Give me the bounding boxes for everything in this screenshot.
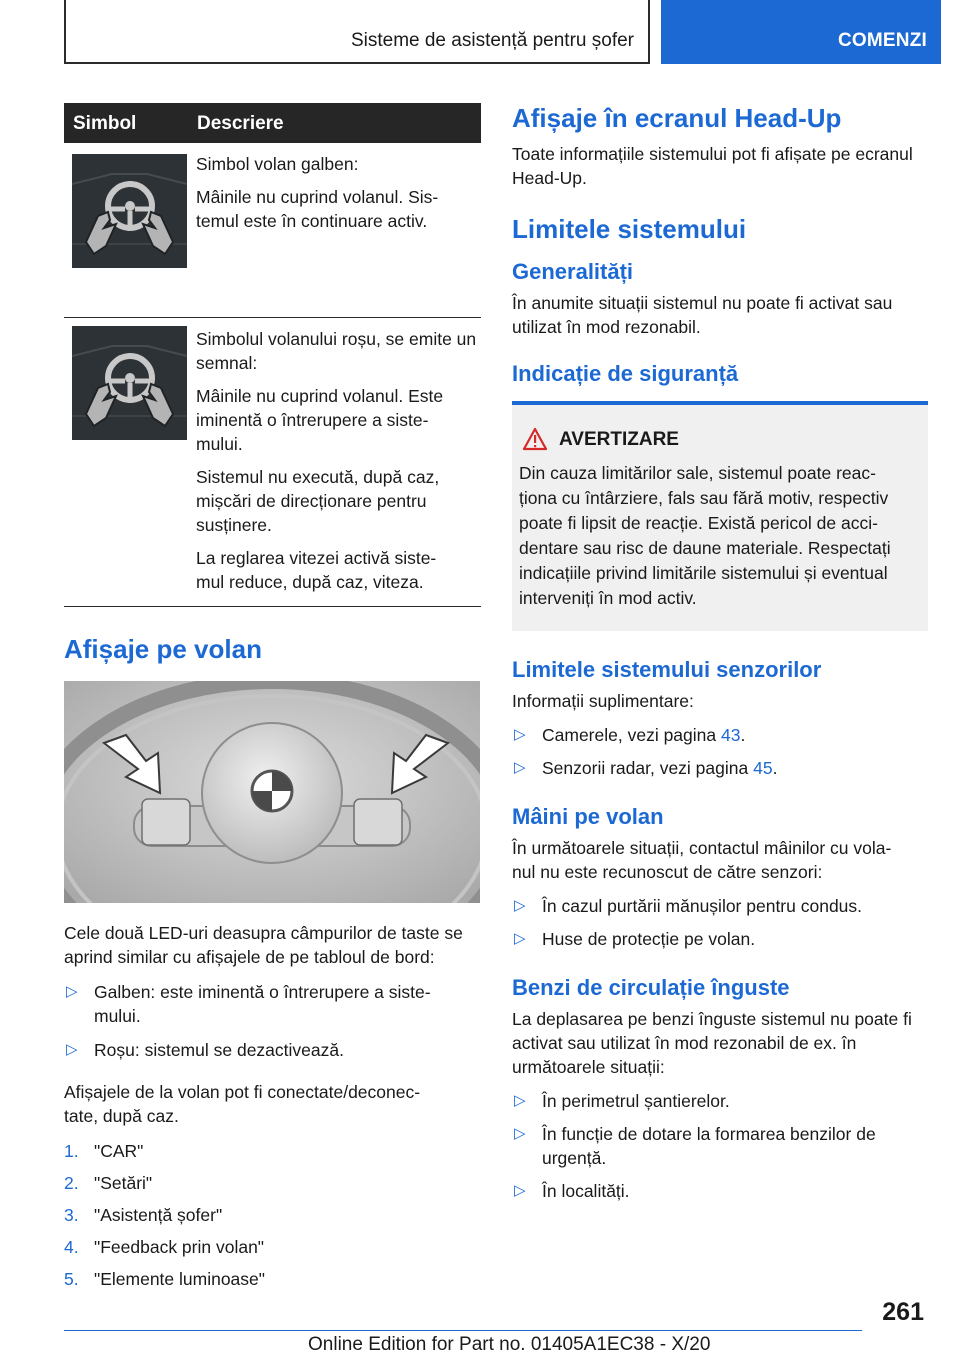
list-item: ▷ În funcție de dotare la formarea benzilor de urgență. <box>514 1124 876 1168</box>
triangle-bullet-icon: ▷ <box>514 1092 526 1109</box>
triangle-bullet-icon: ▷ <box>514 759 526 776</box>
sensors-intro: Informații suplimentare: <box>512 691 694 711</box>
heading-sensors: Limitele sistemului senzorilor <box>512 657 822 682</box>
volan-paragraph2: Afișajele de la volan pot fi conectate/deconec- tate, după caz. <box>64 1082 421 1126</box>
heading-volan: Afișaje pe volan <box>64 634 262 664</box>
heading-headup: Afișaje în ecranul Head-Up <box>512 103 842 133</box>
list-item: 1. "CAR" <box>64 1141 144 1161</box>
steering-wheel-yellow-icon <box>72 154 187 268</box>
heading-general: Generalități <box>512 259 634 284</box>
hands-text: În următoarele situații, contactul mâinilor cu vola- nul nu este recunoscut de către senzori: <box>512 838 892 882</box>
headup-text: Toate informațiile sistemului pot fi afișate pe ecranul Head-Up. <box>512 144 913 188</box>
triangle-bullet-icon: ▷ <box>66 983 78 1000</box>
row2-line2: Mâinile nu cuprind volanul. Este iminentă o întrerupere a siste- mului. <box>196 386 444 454</box>
left-column <box>64 103 481 1299</box>
page-link-45[interactable]: 45 <box>753 758 773 778</box>
row2-line1: Simbolul volanului roșu, se emite un semnal: <box>196 329 477 373</box>
right-column <box>512 103 928 1203</box>
header-section-title: Sisteme de asistență pentru șofer <box>350 30 634 51</box>
warning-text: Din cauza limitărilor sale, sistemul poate reac- ționa cu întârziere, fals sau fără motiv, respectiv poate fi lipsit de reacție. Există pericol de acci- dentare sau risc de daune materiale. Respectați indicațiile privind limitările sistemului și eventual interveniți în mod activ. <box>519 463 891 608</box>
heading-lanes: Benzi de circulație înguste <box>512 975 790 1000</box>
volan-paragraph: Cele două LED-uri deasupra câmpurilor de taste se aprind similar cu afișajele de pe tabloul de bord: <box>64 923 463 967</box>
table-header <box>64 103 481 143</box>
header-tab[interactable] <box>661 0 941 64</box>
list-item: 2. "Setări" <box>64 1173 153 1193</box>
list-item: ▷ Galben: este iminentă o întrerupere a siste- mului. <box>66 982 431 1026</box>
list-item: 5. "Elemente luminoase" <box>64 1269 265 1289</box>
warning-title: AVERTIZARE <box>519 427 921 453</box>
table-header-description: Descriere <box>197 113 284 134</box>
lanes-text: La deplasarea pe benzi înguste sistemul nu poate fi activat sau utilizat în mod rezonabil de ex. în următoarele situații: <box>512 1009 912 1077</box>
warning-box <box>512 405 928 631</box>
steering-wheel-photo <box>64 681 480 903</box>
footer-rule <box>64 1330 862 1331</box>
list-item: ▷ Roșu: sistemul se dezactivează. <box>66 1040 344 1060</box>
list-item: ▷ În localități. <box>514 1181 630 1201</box>
sensors-list <box>512 723 928 780</box>
heading-limits: Limitele sistemului <box>512 214 747 244</box>
steering-wheel-red-icon <box>72 326 187 440</box>
triangle-bullet-icon: ▷ <box>514 1125 526 1142</box>
heading-hands: Mâini pe volan <box>512 804 664 829</box>
triangle-bullet-icon: ▷ <box>514 897 526 914</box>
list-item: 4. "Feedback prin volan" <box>64 1237 265 1257</box>
table-row <box>64 143 481 318</box>
list-item: ▷ Huse de protecție pe volan. <box>514 929 756 949</box>
triangle-bullet-icon: ▷ <box>514 1182 526 1199</box>
triangle-bullet-icon: ▷ <box>514 930 526 947</box>
heading-safety: Indicație de siguranță <box>512 361 739 386</box>
list-item: ▷ În perimetrul șantierelor. <box>514 1091 730 1111</box>
list-item: ▷ Camerele, vezi pagina 43. <box>514 725 746 745</box>
header-section-box <box>64 0 650 64</box>
volan-bullets <box>64 980 481 1062</box>
hands-list <box>512 894 928 951</box>
list-item: 3. "Asistență șofer" <box>64 1205 223 1225</box>
row1-line2: Mâinile nu cuprind volanul. Sis- temul este în continuare activ. <box>196 187 439 231</box>
footer-edition: Online Edition for Part no. 01405A1EC38 - X/20 <box>308 1334 711 1355</box>
row2-line4: La reglarea vitezei activă siste- mul reduce, după caz, viteza. <box>196 548 437 592</box>
volan-steps <box>64 1139 481 1291</box>
header-tab-label: COMENZI <box>837 30 927 51</box>
general-text: În anumite situații sistemul nu poate fi activat sau utilizat în mod rezonabil. <box>512 293 893 337</box>
triangle-bullet-icon: ▷ <box>514 726 526 743</box>
page-link-43[interactable]: 43 <box>720 725 741 745</box>
row1-line1: Simbol volan galben: <box>196 154 359 174</box>
list-item: ▷ În cazul purtării mănușilor pentru condus. <box>514 896 863 916</box>
row2-line3: Sistemul nu execută, după caz, mișcări de direcționare pentru susținere. <box>196 467 440 535</box>
table-header-symbol: Simbol <box>73 113 137 134</box>
table-row <box>64 318 481 607</box>
list-item: ▷ Senzorii radar, vezi pagina 45. <box>514 758 778 778</box>
warning-triangle-icon <box>522 427 548 451</box>
page-number: 261 <box>882 1298 924 1326</box>
triangle-bullet-icon: ▷ <box>66 1041 78 1058</box>
lanes-list <box>512 1089 928 1203</box>
